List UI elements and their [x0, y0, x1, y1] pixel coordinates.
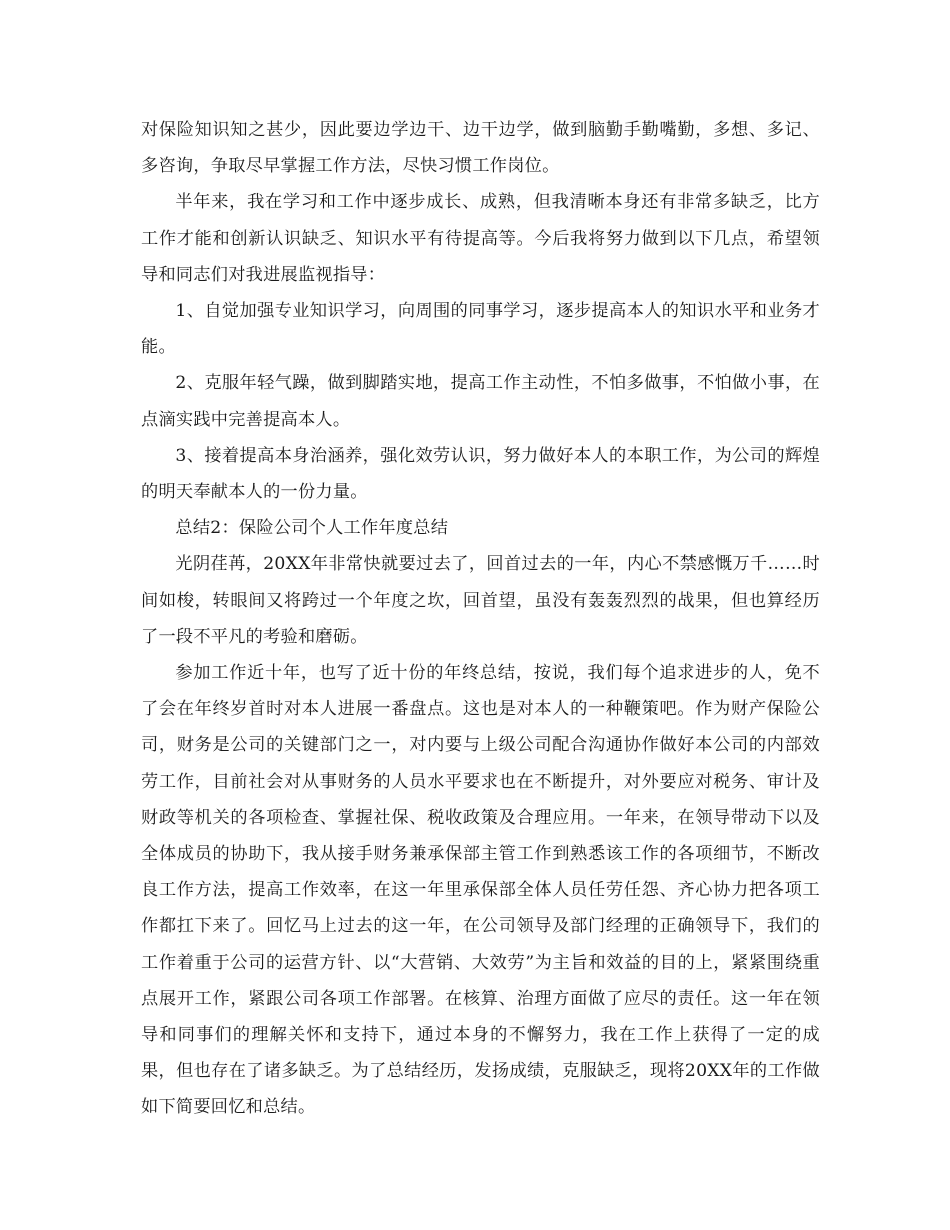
section-heading-summary-2: 总结2：保险公司个人工作年度总结: [175, 518, 449, 539]
list-item-1: 1、自觉加强专业知识学习，向周围的同事学习，逐步提高本人的知识水平和业务才能。: [141, 301, 820, 358]
paragraph-continuation: 对保险知识知之甚少，因此要边学边干、边干边学，做到脑勤手勤嘴勤，多想、多记、多咨询，争取尽早掌握工作方法，尽快习惯工作岗位。: [141, 120, 820, 177]
paragraph-work-summary: 参加工作近十年，也写了近十份的年终总结，按说，我们每个追求进步的人，免不了会在年终岁首时对本人进展一番盘点。这也是对本人的一种鞭策吧。作为财产保险公司，财务是公司的关键部门之一，对内要与上级公司配合沟通协作做好本公司的内部效劳工作，目前社会对从事财务的人员水平要求也在不断提升，对外要应对税务、审计及财政等机关的各项检查、掌握社保、税收政策及合理应用。一年来，在领导带动下以及全体成员的协助下，我从接手财务兼承保部主管工作到熟悉该工作的各项细节，不断改良工作方法，提高工作效率，在这一年里承保部全体人员任劳任怨、齐心协力把各项工作都扛下来了。回忆马上过去的这一年，在公司领导及部门经理的正确领导下，我们的工作着重于公司的运营方针、以“大营销、大效劳”为主旨和效益的目的上，紧紧围绕重点展开工作，紧跟公司各项工作部署。在核算、治理方面做了应尽的责任。这一年在领导和同事们的理解关怀和支持下，通过本身的不懈努力，我在工作上获得了一定的成果，但也存在了诸多缺乏。为了总结经历，发扬成绩，克服缺乏，现将20XX年的工作做如下简要回忆和总结。: [141, 663, 820, 1118]
list-item-3: 3、接着提高本身治涵养，强化效劳认识，努力做好本人的本职工作，为公司的辉煌的明天奉献本人的一份力量。: [141, 445, 820, 503]
paragraph-year-passing: 光阴荏苒，20XX年非常快就要过去了，回首过去的一年，内心不禁感慨万千……时间如梭，转眼间又将跨过一个年度之坎，回首望，虽没有轰轰烈烈的战果，但也算经历了一段不平凡的考验和磨砺。: [141, 554, 820, 647]
list-item-2: 2、克服年轻气躁，做到脚踏实地，提高工作主动性，不怕多做事，不怕做小事，在点滴实践中完善提高本人。: [141, 373, 820, 430]
paragraph-half-year-reflection: 半年来，我在学习和工作中逐步成长、成熟，但我清晰本身还有非常多缺乏，比方工作才能和创新认识缺乏、知识水平有待提高等。今后我将努力做到以下几点，希望领导和同志们对我进展监视指导：: [141, 192, 820, 285]
document-body: [141, 112, 820, 1126]
